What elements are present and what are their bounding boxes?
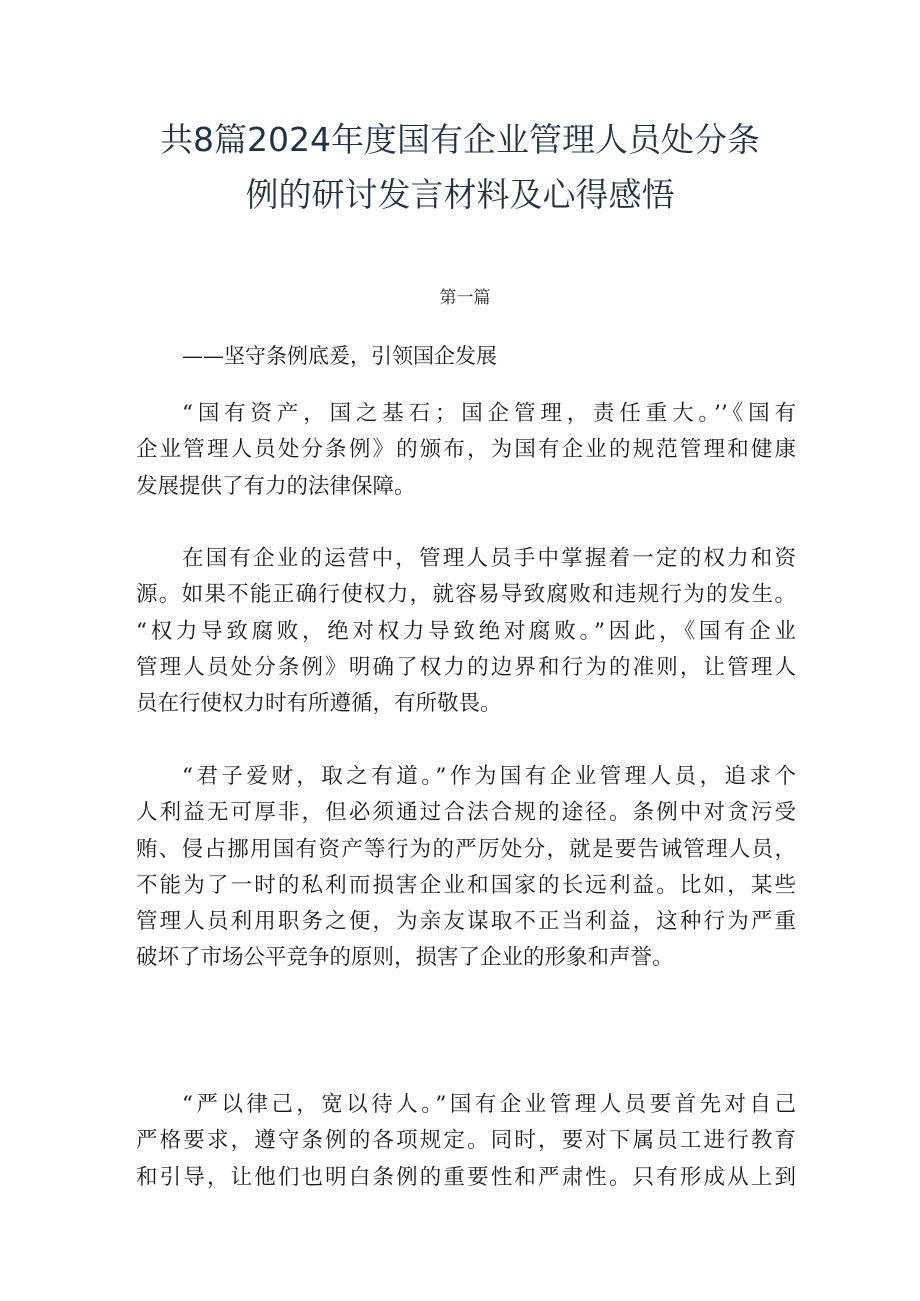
paragraph-line: 管理人员利用职务之便，为亲友谋取不正当利益，这种行为严重 — [136, 909, 796, 935]
paragraph-4 — [136, 1087, 796, 1196]
section-label: 第一篇 — [439, 288, 491, 308]
paragraph-3 — [136, 759, 796, 977]
paragraph-line: 源。如果不能正确行使权力，就容易导致腐败和违规行为的发生。 — [136, 582, 796, 608]
paragraph-line: 不能为了一时的私利而损害企业和国家的长远利益。比如，某些 — [136, 872, 796, 898]
paragraph-line: 破坏了市场公平竞争的原则，损害了企业的形象和声誉。 — [136, 945, 674, 971]
paragraph-2 — [136, 541, 796, 722]
paragraph-line: “君子爱财，取之有道。”作为国有企业管理人员，追求个 — [182, 764, 796, 789]
document-title-line-1: 共8篇2024年度国有企业管理人员处分条 — [160, 120, 760, 159]
paragraph-line: 和引导，让他们也明白条例的重要性和严肃性。只有形成从上到 — [136, 1164, 796, 1190]
document-title — [80, 112, 840, 222]
paragraph-line: 企业管理人员处分条例》的颁布，为国有企业的规范管理和健康 — [136, 437, 796, 463]
paragraph-line: 发展提供了有力的法律保障。 — [136, 473, 416, 499]
paragraph-line: 管理人员处分条例》明确了权力的边界和行为的准则，让管理人 — [136, 654, 796, 680]
paragraph-line: 贿、侵占挪用国有资产等行为的严厉处分，就是要告诫管理人员， — [136, 836, 796, 862]
paragraph-line: 严格要求，遵守条例的各项规定。同时，要对下属员工进行教育 — [136, 1128, 796, 1154]
paragraph-line: 在国有企业的运营中，管理人员手中掌握着一定的权力和资 — [182, 546, 796, 571]
paragraph-line: 员在行使权力时有所遵循，有所敬畏。 — [136, 691, 502, 717]
paragraph-line: “国有资产，国之基石；国企管理，责任重大。’’《国有 — [182, 401, 796, 426]
paragraph-line: “权力导致腐败，绝对权力导致绝对腐败。”因此，《国有企业 — [136, 618, 796, 644]
paragraph-line: “严以律己，宽以待人。”国有企业管理人员要首先对自己 — [182, 1092, 796, 1117]
paragraph-line: 人利益无可厚非，但必须通过合法合规的途径。条例中对贪污受 — [136, 800, 796, 826]
paragraph-1 — [136, 396, 796, 505]
document-title-line-2: 例的研讨发言材料及心得感悟 — [245, 175, 675, 214]
section-subtitle: ——坚守条例底爰，引领国企发展 — [182, 344, 497, 368]
